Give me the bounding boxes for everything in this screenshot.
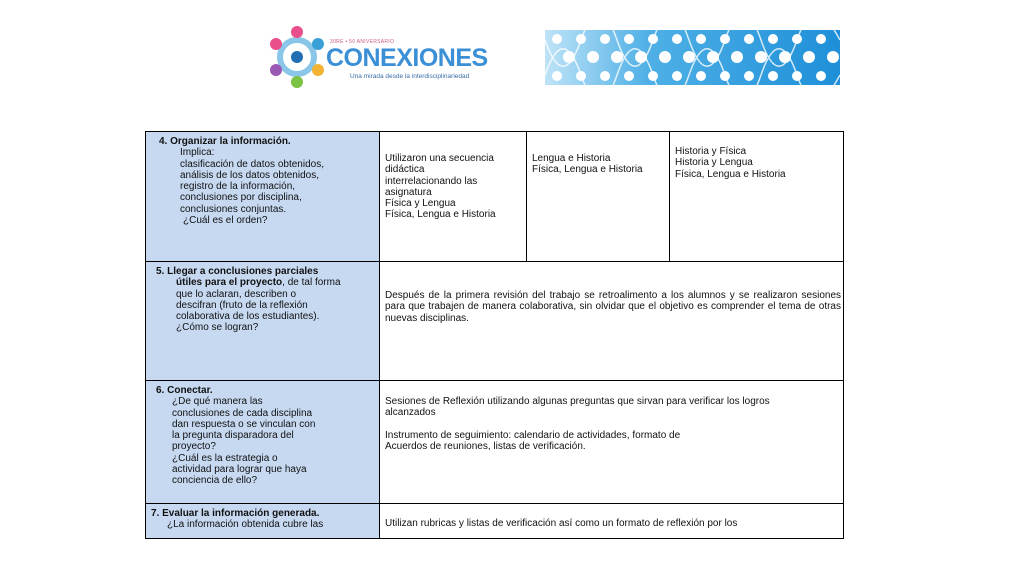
step-4-line: análisis de los datos obtenidos,: [180, 169, 319, 181]
step-4-line: registro de la información,: [180, 181, 296, 193]
logo-anniversary-text: 30RE • 50 ANIVERSARIO: [330, 39, 395, 45]
table-row: [146, 262, 844, 381]
step-5-line: que lo aclaran, describen o: [176, 288, 297, 300]
step-5-title-rest: , de tal forma: [282, 277, 341, 289]
step-7-line: ¿La información obtenida cubre las: [167, 519, 324, 531]
step-4-line: ¿Cuál es el orden?: [183, 215, 268, 227]
step-6-line: proyecto?: [172, 441, 216, 453]
step-4-cell: [146, 132, 380, 262]
step-4-line: conclusiones por disciplina,: [180, 192, 302, 204]
step-6-content-cell: [380, 381, 844, 504]
logo-subtitle: Una mirada desde la interdisciplinariedad: [350, 73, 470, 80]
step-6-line: la pregunta disparadora del: [172, 430, 294, 442]
step-5-line: colaborativa de los estudiantes).: [176, 311, 320, 323]
cell-line: Lengua e Historia: [532, 153, 611, 164]
step-7-content-cell: [380, 504, 844, 539]
cell-line: Física, Lengua e Historia: [675, 168, 786, 180]
step-6-title: 6. Conectar.: [156, 385, 213, 396]
step-6-line: ¿Cuál es la estrategia o: [172, 452, 278, 464]
step-4-combinations-cell: [670, 132, 844, 262]
cell-line: asignatura: [385, 186, 432, 198]
step-5-title-bold: útiles para el proyecto: [176, 277, 283, 289]
step-5-content: Después de la primera revisión del trabajo se retroalimento a los alumnos y se realizaron sesiones para que trabajen de manera colaborativa, sin olvidar que el objetivo es comprender el tema de otras nuevas disciplinas.: [385, 290, 841, 324]
step-4-subjects-cell: [527, 132, 670, 262]
step-7-title: 7. Evaluar la información generada.: [151, 508, 320, 519]
step-5-title: 5. Llegar a conclusiones parciales: [156, 266, 319, 277]
step-7-cell: [146, 504, 380, 539]
step-6-content-line: Instrumento de seguimiento: calendario de actividades, formato de: [385, 429, 681, 441]
step-4-sequence-cell: [380, 132, 527, 262]
step-4-line: conclusiones conjuntas.: [180, 203, 287, 215]
step-7-content: Utilizan rubricas y listas de verificación así como un formato de reflexión por los: [385, 518, 738, 529]
step-4-line: clasificación de datos obtenidos,: [180, 158, 324, 170]
step-4-title: 4. Organizar la información.: [159, 136, 291, 147]
molecule-logo-icon: [268, 26, 326, 88]
table-row: [146, 504, 844, 539]
cell-line: interrelacionando las: [385, 175, 478, 187]
planning-table: [145, 131, 844, 539]
cell-line: Física y Lengua: [385, 198, 456, 210]
step-6-content-line: alcanzados: [385, 407, 436, 419]
step-5-line: ¿Cómo se logran?: [176, 322, 259, 334]
table-row: [146, 132, 844, 262]
cell-line: Historia y Física: [675, 146, 747, 157]
cell-line: Utilizaron una secuencia: [385, 153, 494, 164]
step-6-content-line: Acuerdos de reuniones, listas de verificación.: [385, 440, 586, 452]
paragraph-gap: [385, 419, 839, 430]
cell-line: Historia y Lengua: [675, 157, 753, 169]
logo-title: CONEXIONES: [326, 44, 488, 72]
step-5-title-cont: [156, 277, 371, 288]
step-5-content-cell: [380, 262, 844, 381]
cell-line: Física, Lengua e Historia: [385, 209, 496, 221]
step-6-line: conclusiones de cada disciplina: [172, 407, 313, 419]
step-6-cell: [146, 381, 380, 504]
step-6-line: dan respuesta o se vinculan con: [172, 418, 316, 430]
step-6-line: actividad para lograr que haya: [172, 464, 307, 476]
step-5-cell: [146, 262, 380, 381]
table-row: [146, 381, 844, 504]
cell-line: Física, Lengua e Historia: [532, 164, 643, 176]
step-6-line: conciencia de ello?: [172, 475, 258, 487]
decorative-ribbon: [545, 30, 840, 85]
step-6-content-line: Sesiones de Reflexión utilizando algunas preguntas que sirvan para verificar los logros: [385, 396, 770, 407]
cell-line: didáctica: [385, 164, 425, 176]
conexiones-logo: [268, 22, 488, 92]
step-4-line: Implica:: [180, 147, 215, 159]
step-6-line: ¿De qué manera las: [172, 396, 263, 408]
step-5-line: descifran (fruto de la reflexión: [176, 299, 308, 311]
